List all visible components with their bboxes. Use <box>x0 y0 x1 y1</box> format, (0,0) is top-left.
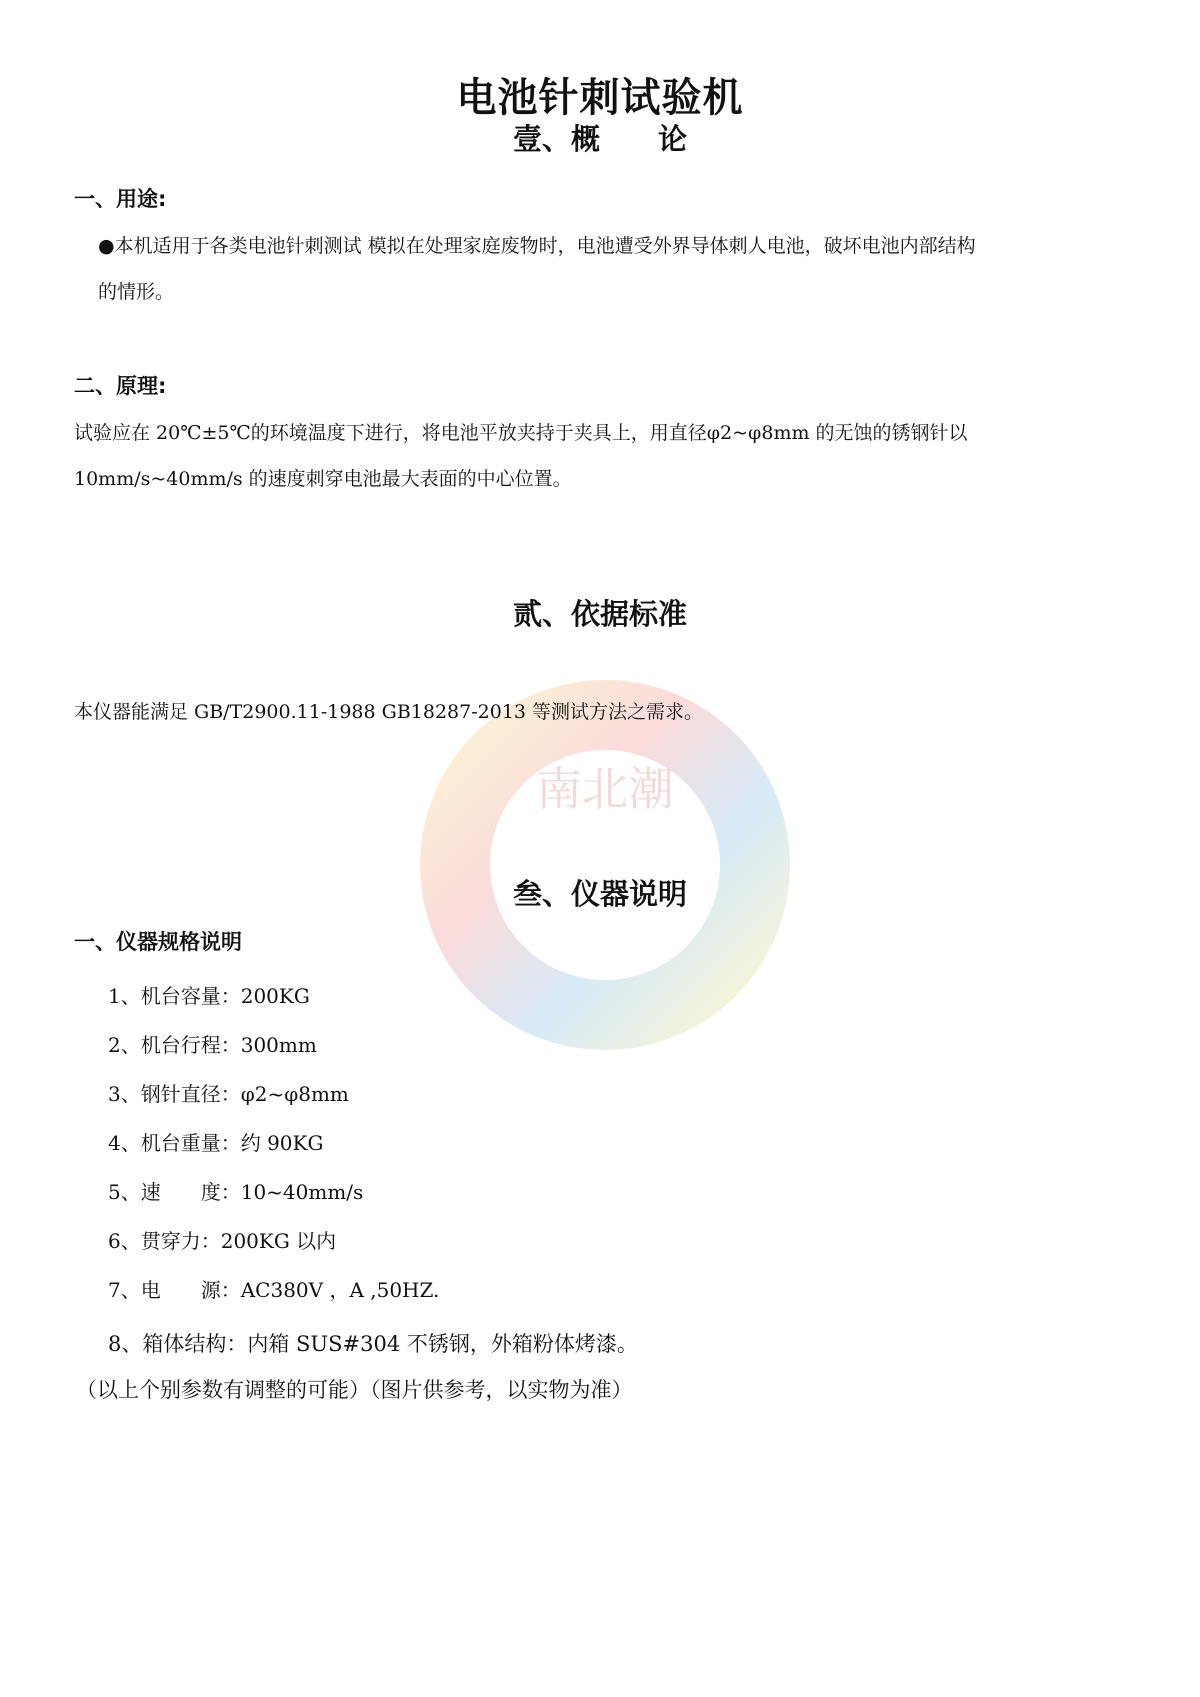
standards-heading: 贰、依据标准 <box>512 597 687 631</box>
overview-heading: 壹、概 论 <box>512 122 687 156</box>
watermark-text: 南北潮 <box>536 762 674 816</box>
usage-text: 本机适用于各类电池针刺测试 模拟在处理家庭废物时，电池遭受外界导体刺人电池，破坏电池内部结构 <box>114 235 976 257</box>
usage-heading: 一、用途: <box>74 187 167 211</box>
spec-item: 4、机台重量：约 90KG <box>108 1131 324 1155</box>
principle-heading: 二、原理: <box>74 374 167 398</box>
spec-note: （以上个别参数有调整的可能）（图片供参考，以实物为准） <box>76 1378 633 1402</box>
usage-line-2: 的情形。 <box>98 281 175 303</box>
instrument-heading: 叁、仪器说明 <box>512 877 687 911</box>
spec-item: 5、速 度：10~40mm/s <box>108 1180 364 1204</box>
principle-line-1: 试验应在 20℃±5℃的环境温度下进行，将电池平放夹持于夹具上，用直径φ2~φ8mm 的无蚀的锈钢针以 <box>74 422 968 444</box>
bullet-icon: ● <box>98 235 115 257</box>
spec-heading: 一、仪器规格说明 <box>74 930 242 954</box>
spec-item: 2、机台行程：300mm <box>108 1033 317 1057</box>
spec-item: 7、电 源：AC380V ，A ,50HZ. <box>108 1278 440 1302</box>
principle-line-2: 10mm/s~40mm/s 的速度刺穿电池最大表面的中心位置。 <box>74 468 572 490</box>
spec-item: 8、箱体结构：内箱 SUS#304 不锈钢，外箱粉体烤漆。 <box>108 1332 638 1356</box>
standards-text: 本仪器能满足 GB/T2900.11-1988 GB18287-2013 等测试方法之需求。 <box>74 701 704 723</box>
spec-item: 3、钢针直径：φ2~φ8mm <box>108 1082 349 1106</box>
spec-item: 6、贯穿力：200KG 以内 <box>108 1229 337 1253</box>
document-title: 电池针刺试验机 <box>456 75 744 121</box>
spec-item: 1、机台容量：200KG <box>108 984 310 1008</box>
usage-line-1 <box>98 231 976 258</box>
